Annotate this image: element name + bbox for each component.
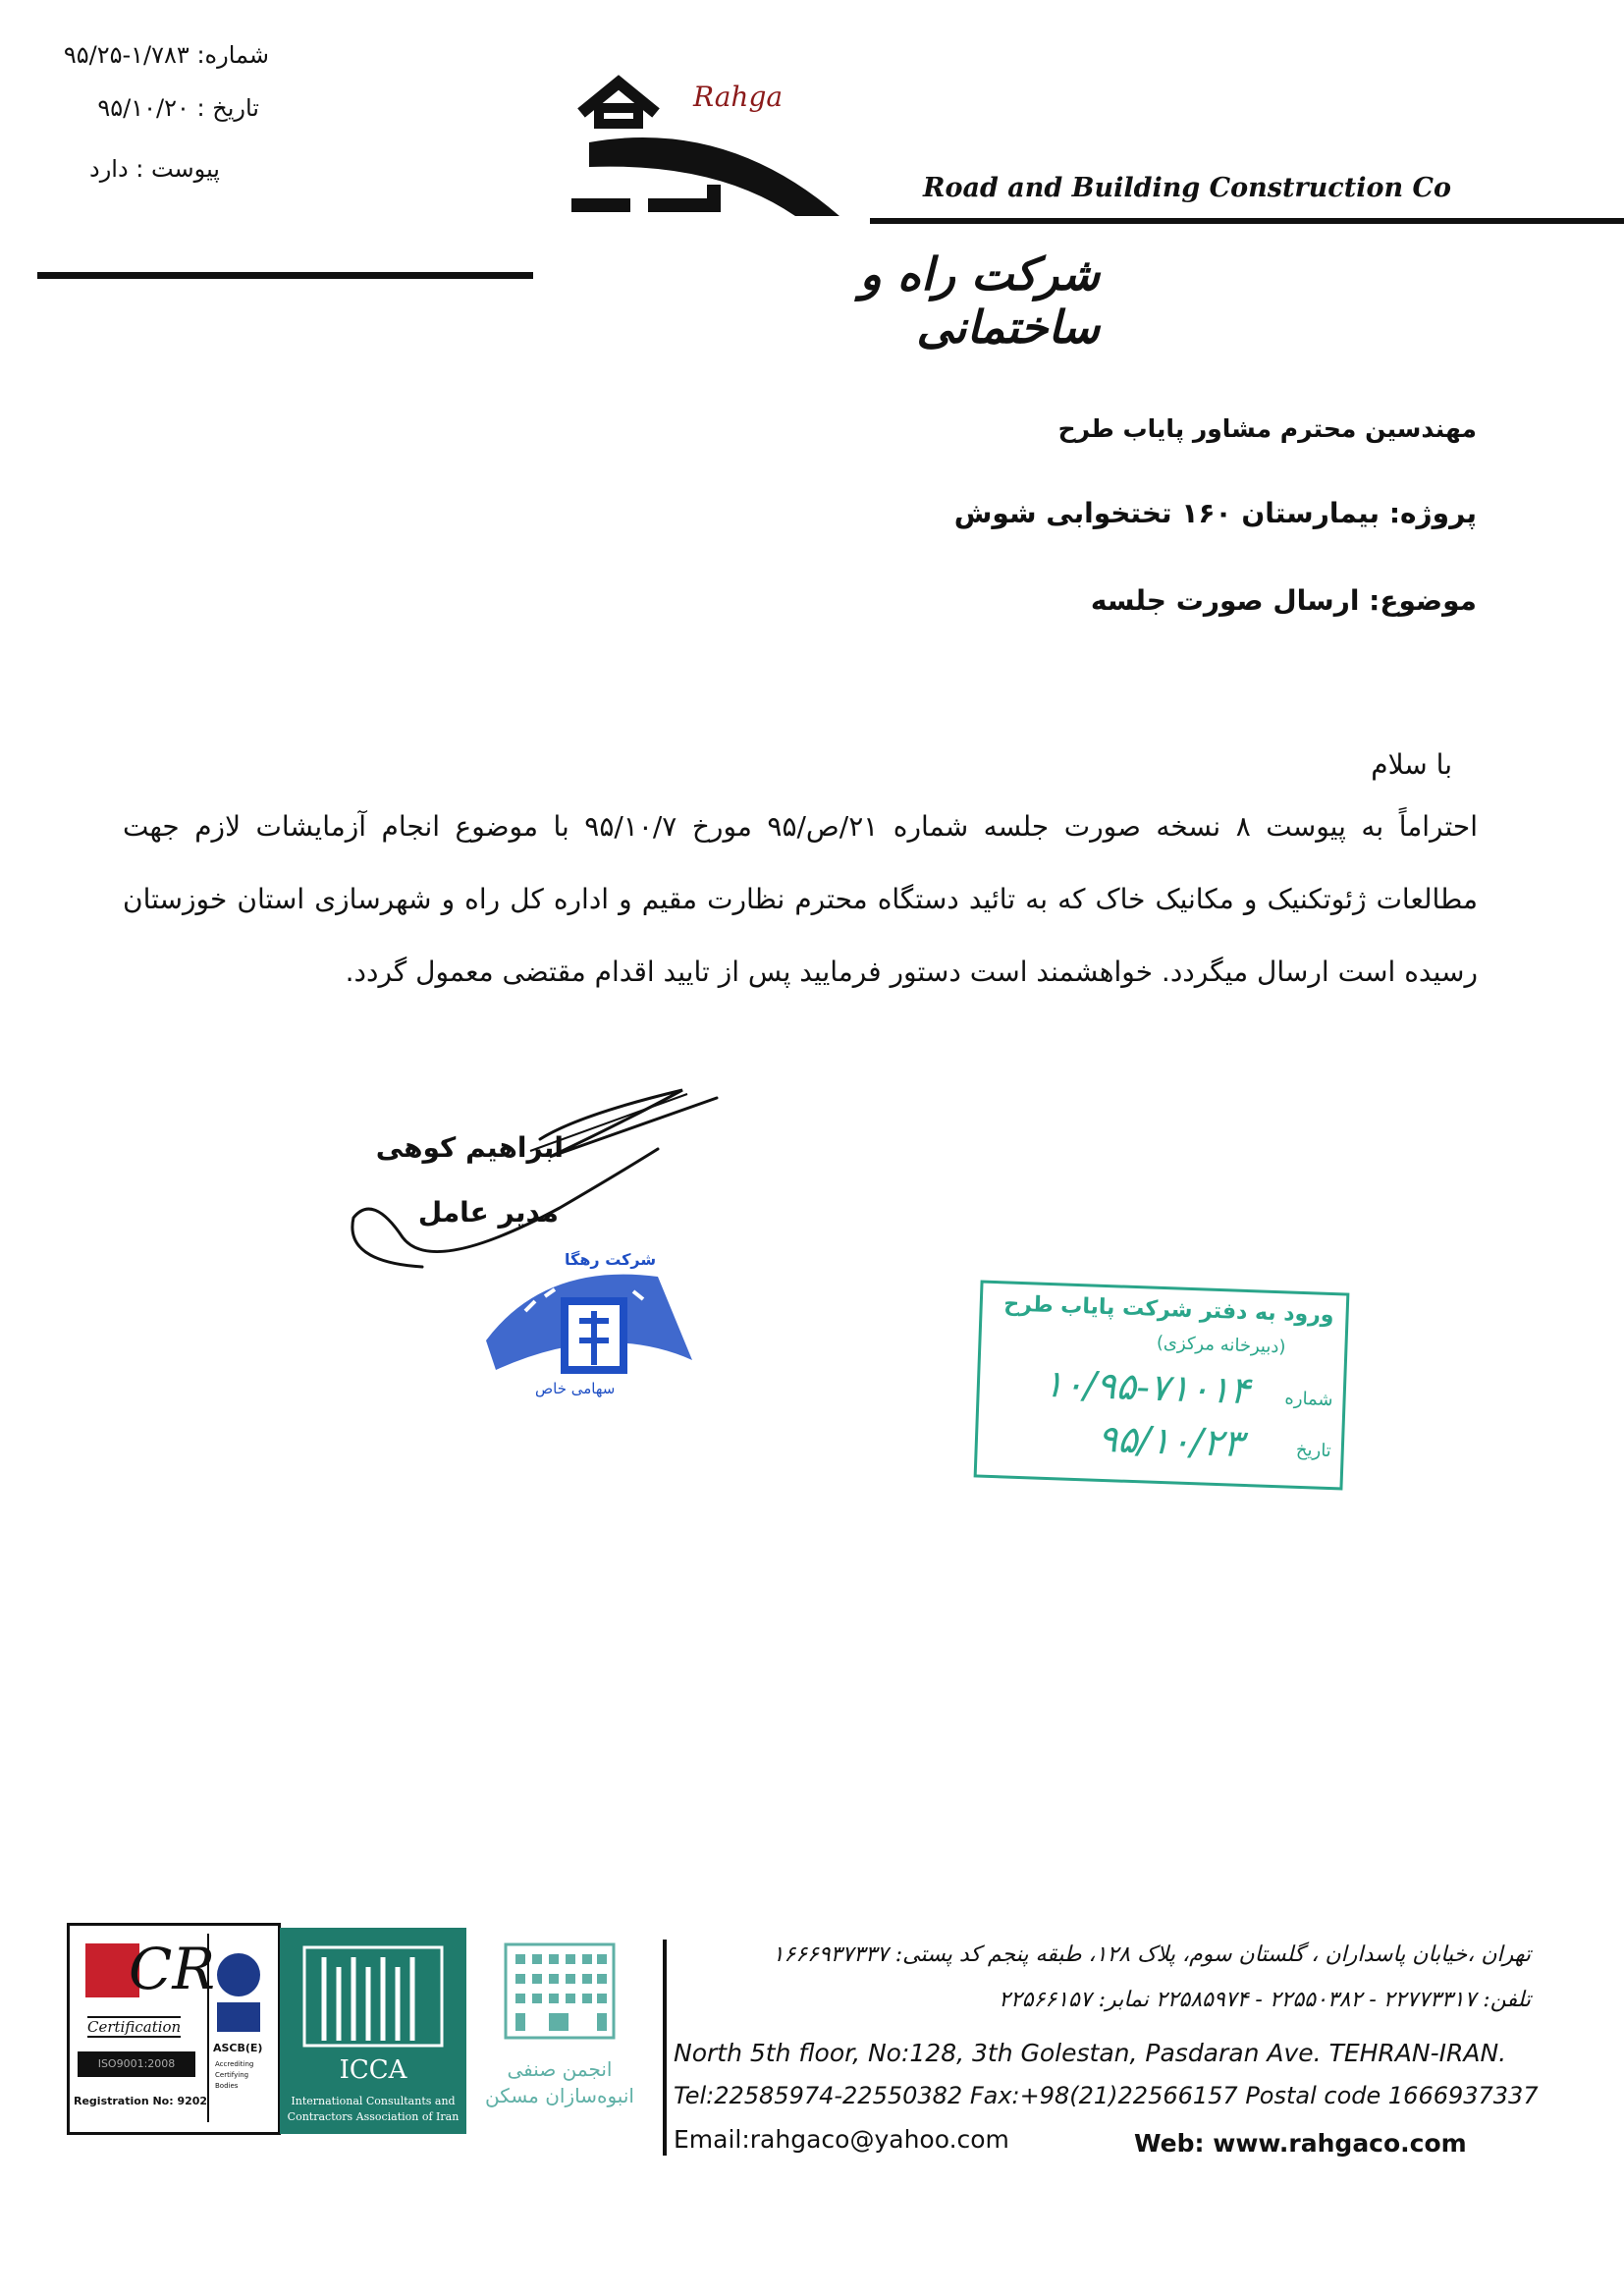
cert-registration: Registration No: 9202 [74,2095,208,2107]
footer-email-link[interactable]: Email:rahgaco@yahoo.com [674,2125,1009,2154]
footer-divider [663,1940,667,2156]
letter-number: شماره: ۱/۷۸۳-۹۵/۲۵ [63,41,269,69]
stamp-date-value: ۹۵/۱۰/۲۳ [1097,1416,1244,1465]
icca-logo [280,1928,466,2134]
footer-contact-en: Tel:22585974-22550382 Fax:+98(21)22566157 Postal code 1666937337 [674,2082,1539,2109]
seal-bottom-text: سهامی خاص [535,1380,616,1397]
header-rule-right [870,218,1624,224]
signatory-name: ابراهیم کوهی [375,1131,564,1164]
stamp-number-value: ۱۰/۹۵-۷۱۰۱۴ [1042,1361,1251,1413]
company-seal [457,1242,702,1409]
cert-logo [67,1923,281,2135]
letter-date: تاریخ : ۹۵/۱۰/۲۰ [97,94,259,122]
stamp-date-label: تاریخ [1295,1439,1332,1462]
anjoman-line1: انجمن صنفی [507,2057,613,2081]
signatory-title: مدیر عامل [417,1196,559,1229]
letter-attachment: پیوست : دارد [89,155,220,183]
icca-line1: International Consultants and [291,2095,456,2107]
project-line: پروژه: بیمارستان ۱۶۰ تختخوابی شوش [953,497,1477,529]
cert-caption: Certification [87,2018,182,2036]
anjoman-logo [481,1935,638,2111]
asc-name: ASCB(E) [213,2042,263,2054]
addressee: مهندسین محترم مشاور پایاب طرح [1057,414,1477,443]
footer-address-fa: تهران ،خیابان پاسداران ، گلستان سوم، پلاک ۱۲۸، طبقه پنجم کد پستی: ۱۶۶۶۹۳۷۳۳۷ [772,1942,1531,1967]
footer-web-link[interactable]: Web: www.rahgaco.com [1134,2129,1467,2158]
asc-sub: Accrediting Certifying Bodies [215,2060,254,2090]
stamp-title: ورود به دفتر شرکت پایاب طرح [1002,1291,1335,1329]
cert-iso: ISO9001:2008 [78,2051,195,2077]
cert-mark: CR [129,1936,216,2002]
letter-body: احتراماً به پیوست ۸ نسخه صورت جلسه شماره ۲۱/ص/۹۵ مورخ ۹۵/۱۰/۷ با موضوع انجام آزمایشات لازم جهت مطالعات ژئوتکنیک و مکانیک خاک که به تائید دستگاه محترم نظارت مقیم و اداره کل راه و شهرسازی استان خوزستان رسیده است ارسال میگردد. خواهشمند است دستور فرمایید پس از تایید اقدام مقتضی معمول گردد. [123,810,1479,988]
company-name-en: Road and Building Construction Co [923,173,1451,203]
greeting: با سلام [1371,748,1452,781]
icca-name: ICCA [339,2055,407,2085]
header-rule-left [37,272,533,279]
anjoman-line2: انبوه‌سازان مسکن [485,2084,634,2107]
footer-address-en: North 5th floor, No:128, 3th Golestan, Pasdaran Ave. TEHRAN-IRAN. [674,2039,1507,2067]
stamp-number-label: شماره [1284,1388,1333,1411]
logo-word-latin: Rahga [693,81,784,113]
company-name-fa: شرکت راه و ساختمانی [859,247,1100,354]
asc-flag-icon [217,2002,260,2032]
seal-top-text: شرکت رهگا [565,1250,657,1269]
icca-line2: Contractors Association of Iran [287,2110,460,2123]
footer-phone-fa: تلفن: ۲۲۷۷۳۳۱۷ - ۲۲۵۵۰۳۸۲ - ۲۲۵۸۵۹۷۴ نمابر: ۲۲۵۶۶۱۵۷ [999,1988,1531,2012]
eu-stars-icon [217,1953,260,1996]
receipt-stamp [974,1281,1350,1491]
icca-columns-icon [295,1938,452,2055]
anjoman-buildings-icon [481,1935,638,2052]
asc-block [207,1934,270,2122]
subject-line: موضوع: ارسال صورت جلسه [1090,584,1477,617]
stamp-subtitle: (دبیرخانه مرکزی) [1156,1332,1286,1358]
